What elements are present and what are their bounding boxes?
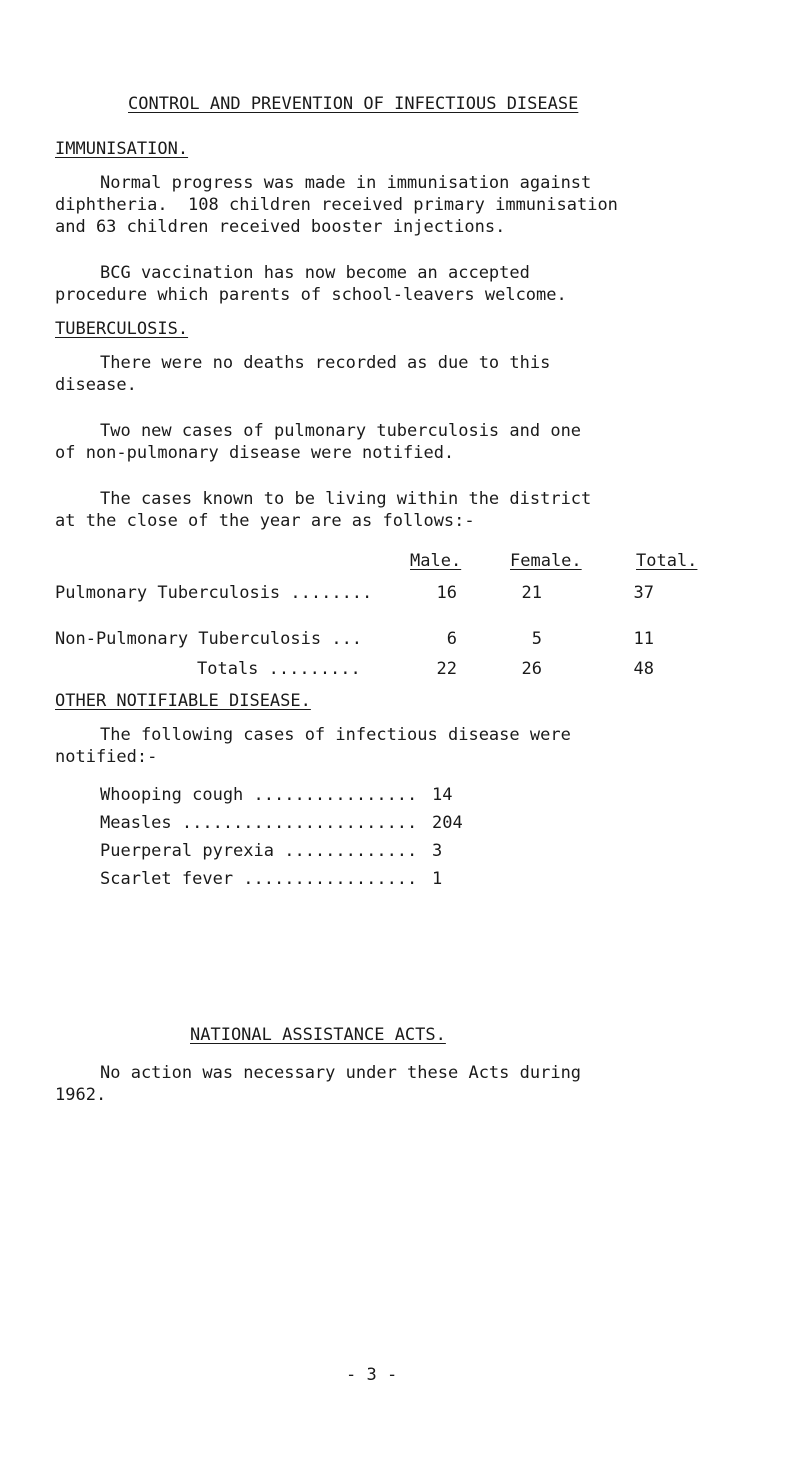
national-assistance-line1: No action was necessary under these Acts during (100, 1063, 582, 1083)
tb-p3-line2: at the close of the year are as follows:- (55, 511, 475, 531)
table-cell-total: 11 (633, 629, 654, 649)
other-notifiable-heading: OTHER NOTIFIABLE DISEASE. (55, 691, 311, 711)
table-header-female: Female. (510, 551, 582, 571)
immunisation-p1-line3: and 63 children received booster injections. (55, 217, 506, 237)
disease-item-value: 3 (432, 841, 443, 861)
table-cell-female: 21 (521, 583, 542, 603)
other-intro-line2: notified:- (55, 747, 158, 767)
immunisation-p1-line2: diphtheria. 108 children received primary immunisation (55, 195, 618, 215)
tb-p1-line2: disease. (55, 375, 137, 395)
disease-item-label: Measles ....................... (100, 813, 418, 833)
tb-p3-line1: The cases known to be living within the district (100, 489, 592, 509)
disease-item-label: Whooping cough ................ (100, 785, 418, 805)
table-row-label: Pulmonary Tuberculosis ........ (55, 583, 373, 603)
page-title: CONTROL AND PREVENTION OF INFECTIOUS DISEASE (128, 94, 579, 114)
disease-item-value: 14 (432, 785, 453, 805)
tb-p2-line2: of non-pulmonary disease were notified. (55, 443, 455, 463)
table-cell-total: 37 (633, 583, 654, 603)
national-assistance-heading: NATIONAL ASSISTANCE ACTS. (190, 1025, 446, 1045)
table-cell-male: 6 (446, 629, 457, 649)
table-cell-female: 5 (531, 629, 542, 649)
other-intro-line1: The following cases of infectious disease were (100, 725, 571, 745)
disease-item-label: Scarlet fever ................. (100, 869, 418, 889)
disease-item-value: 204 (432, 813, 463, 833)
table-cell-total: 48 (633, 659, 654, 679)
table-row-label: Non-Pulmonary Tuberculosis ... (55, 629, 363, 649)
immunisation-p1-line1: Normal progress was made in immunisation against (100, 173, 592, 193)
immunisation-heading: IMMUNISATION. (55, 139, 189, 159)
disease-item-label: Puerperal pyrexia ............. (100, 841, 418, 861)
table-header-male: Male. (410, 551, 462, 571)
national-assistance-line2: 1962. (55, 1085, 107, 1105)
tuberculosis-heading: TUBERCULOSIS. (55, 319, 189, 339)
table-cell-male: 16 (436, 583, 457, 603)
table-totals-label: Totals ......... (197, 659, 361, 679)
immunisation-p2-line1: BCG vaccination has now become an accepted (100, 263, 530, 283)
table-cell-female: 26 (521, 659, 542, 679)
table-header-total: Total. (636, 551, 698, 571)
table-cell-male: 22 (436, 659, 457, 679)
disease-item-value: 1 (432, 869, 443, 889)
immunisation-p2-line2: procedure which parents of school-leavers welcome. (55, 285, 567, 305)
tb-p2-line1: Two new cases of pulmonary tuberculosis and one (100, 421, 582, 441)
tb-p1-line1: There were no deaths recorded as due to this (100, 353, 551, 373)
page-number: - 3 - (346, 1365, 398, 1385)
